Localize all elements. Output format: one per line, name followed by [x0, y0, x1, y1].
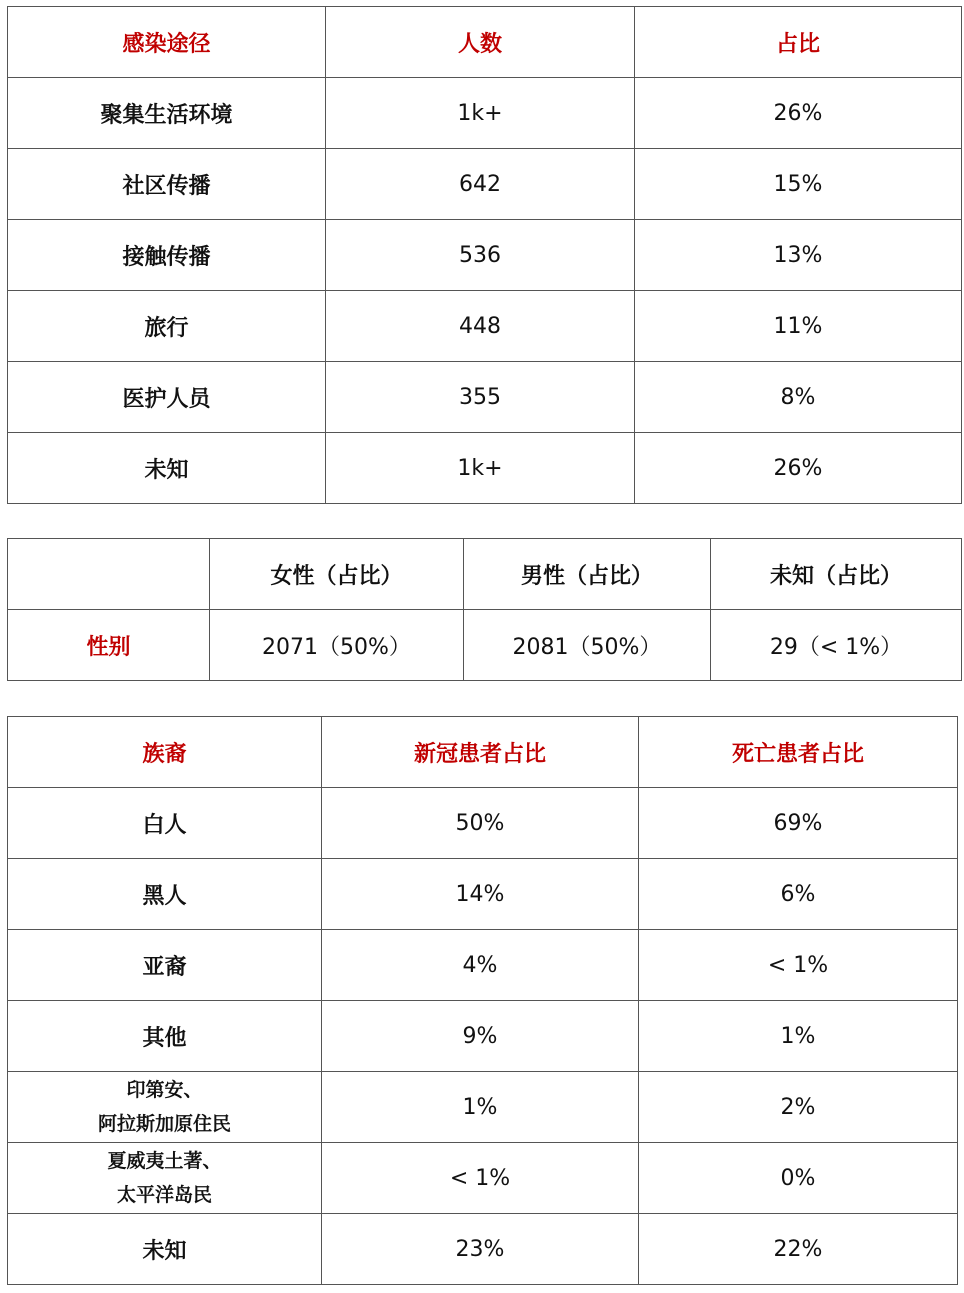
header-ethnicity: 族裔	[8, 717, 322, 788]
route-pct: 11%	[635, 291, 962, 362]
header-unknown: 未知（占比）	[711, 539, 962, 610]
deaths-pct: 0%	[639, 1143, 958, 1214]
ethnicity-table	[7, 716, 958, 1285]
cases-pct: 23%	[322, 1214, 639, 1285]
table-row	[8, 788, 958, 859]
deaths-pct: 22%	[639, 1214, 958, 1285]
table-row	[8, 610, 962, 681]
route-count: 642	[326, 149, 635, 220]
route-count: 1k+	[326, 433, 635, 504]
header-male: 男性（占比）	[464, 539, 711, 610]
route-label: 聚集生活环境	[8, 78, 326, 149]
route-count: 536	[326, 220, 635, 291]
gender-row-label: 性别	[8, 610, 210, 681]
table-row	[8, 859, 958, 930]
route-pct: 13%	[635, 220, 962, 291]
route-pct: 26%	[635, 78, 962, 149]
route-label: 社区传播	[8, 149, 326, 220]
route-label: 旅行	[8, 291, 326, 362]
group-label-line1: 印第安、	[126, 1079, 203, 1101]
header-deaths-pct: 死亡患者占比	[639, 717, 958, 788]
table-row	[8, 1001, 958, 1072]
route-pct: 26%	[635, 433, 962, 504]
female-value: 2071（50%）	[210, 610, 464, 681]
table-row	[8, 149, 962, 220]
header-empty	[8, 539, 210, 610]
table-header-row	[8, 717, 958, 788]
gender-table	[7, 538, 962, 681]
cases-pct: 4%	[322, 930, 639, 1001]
route-label: 未知	[8, 433, 326, 504]
route-label: 医护人员	[8, 362, 326, 433]
route-pct: 15%	[635, 149, 962, 220]
deaths-pct: < 1%	[639, 930, 958, 1001]
cases-pct: < 1%	[322, 1143, 639, 1214]
group-label: 黑人	[8, 859, 322, 930]
route-label: 接触传播	[8, 220, 326, 291]
table-row	[8, 220, 962, 291]
group-label-line2: 阿拉斯加原住民	[97, 1113, 231, 1135]
header-cases-pct: 新冠患者占比	[322, 717, 639, 788]
group-label: 其他	[8, 1001, 322, 1072]
deaths-pct: 1%	[639, 1001, 958, 1072]
route-count: 448	[326, 291, 635, 362]
unknown-value: 29（< 1%）	[711, 610, 962, 681]
route-pct: 8%	[635, 362, 962, 433]
header-route: 感染途径	[8, 7, 326, 78]
deaths-pct: 69%	[639, 788, 958, 859]
group-label: 未知	[8, 1214, 322, 1285]
group-label	[8, 1143, 322, 1214]
group-label: 白人	[8, 788, 322, 859]
table-header-row	[8, 7, 962, 78]
table-row	[8, 433, 962, 504]
cases-pct: 14%	[322, 859, 639, 930]
route-count: 355	[326, 362, 635, 433]
deaths-pct: 6%	[639, 859, 958, 930]
infection-route-table	[7, 6, 962, 504]
table-row	[8, 930, 958, 1001]
table-header-row	[8, 539, 962, 610]
cases-pct: 9%	[322, 1001, 639, 1072]
header-count: 人数	[326, 7, 635, 78]
male-value: 2081（50%）	[464, 610, 711, 681]
table-row	[8, 1072, 958, 1143]
deaths-pct: 2%	[639, 1072, 958, 1143]
group-label: 亚裔	[8, 930, 322, 1001]
group-label-line1: 夏威夷土著、	[107, 1150, 222, 1172]
route-count: 1k+	[326, 78, 635, 149]
table-row	[8, 291, 962, 362]
header-female: 女性（占比）	[210, 539, 464, 610]
cases-pct: 50%	[322, 788, 639, 859]
table-row	[8, 78, 962, 149]
group-label-line2: 太平洋岛民	[116, 1184, 212, 1206]
group-label	[8, 1072, 322, 1143]
cases-pct: 1%	[322, 1072, 639, 1143]
header-pct: 占比	[635, 7, 962, 78]
table-row	[8, 1143, 958, 1214]
table-row	[8, 362, 962, 433]
table-row	[8, 1214, 958, 1285]
